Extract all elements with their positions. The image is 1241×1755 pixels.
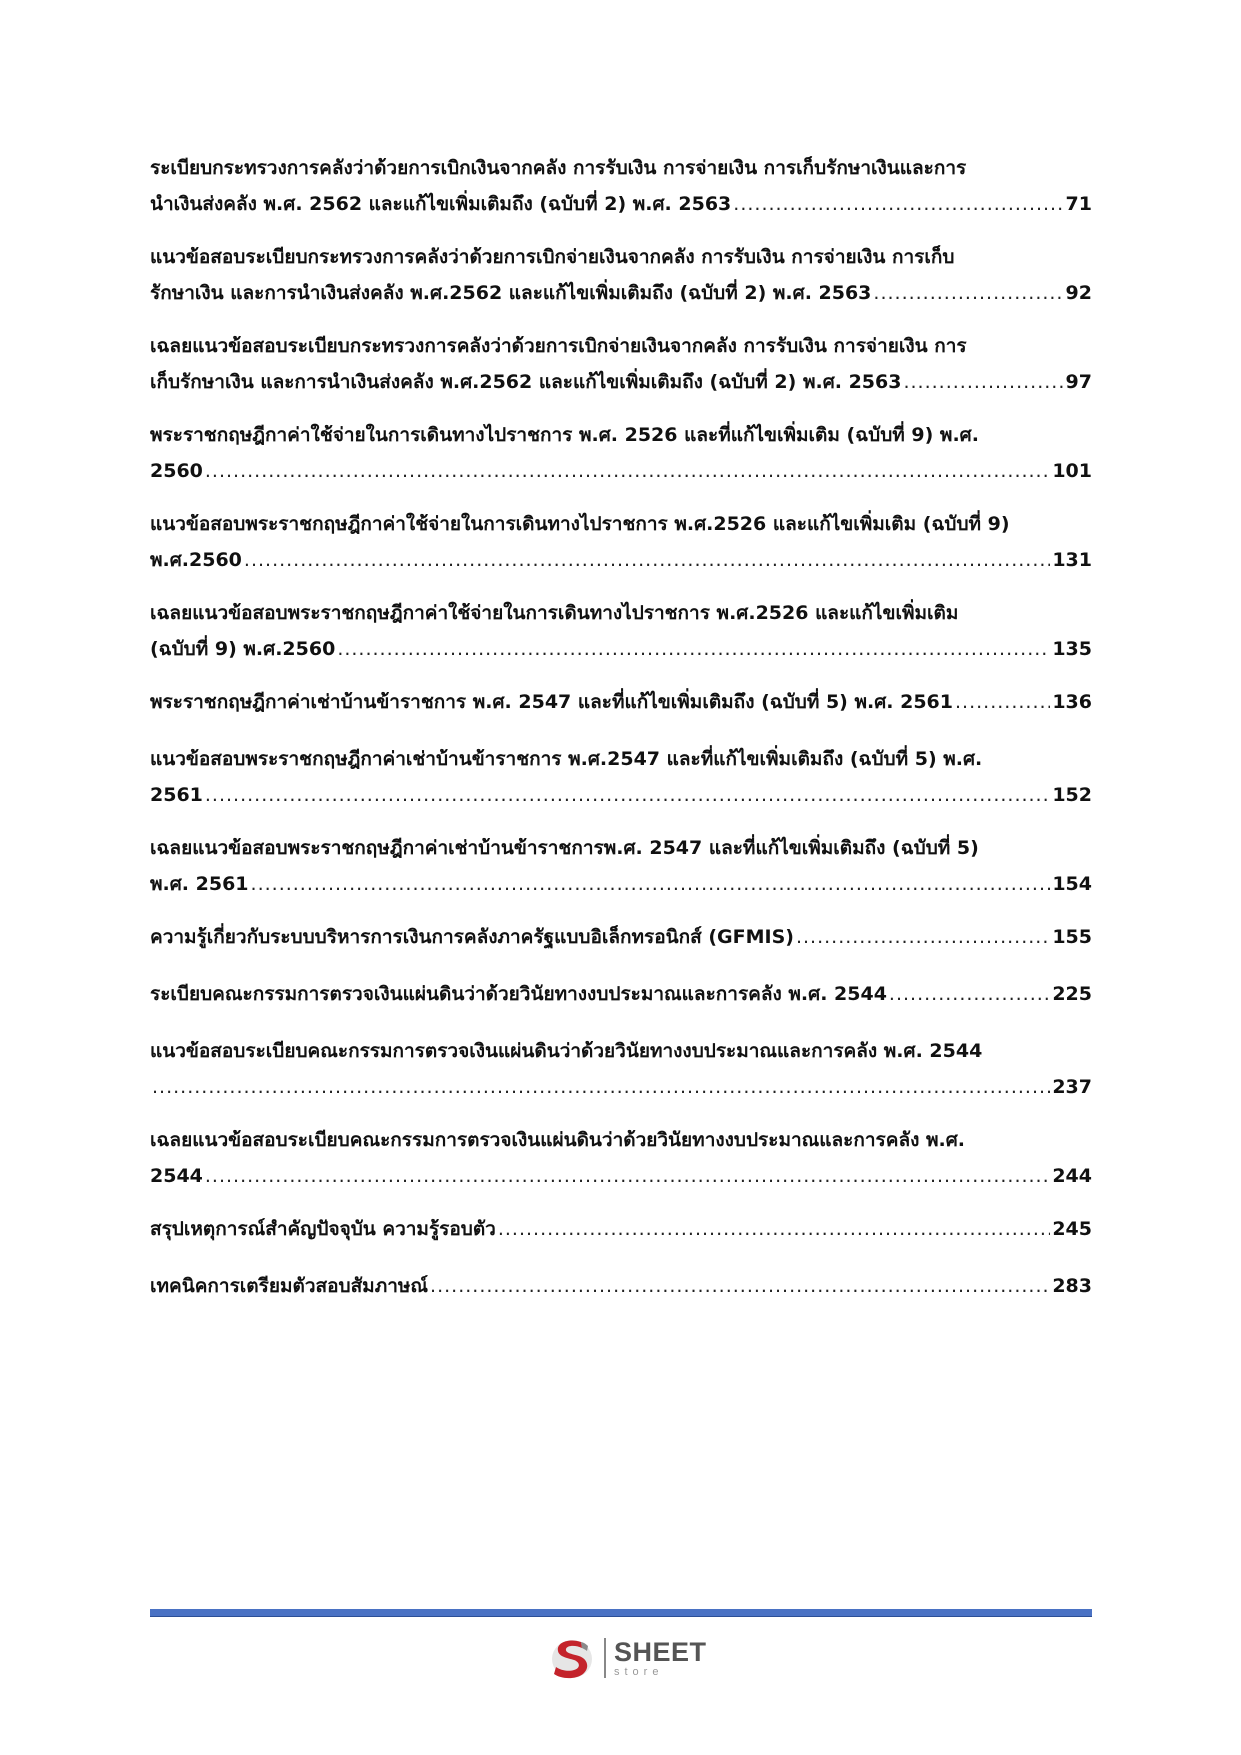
toc-entry-title-line: แนวข้อสอบพระราชกฤษฎีกาค่าใช้จ่ายในการเดินทางไปราชการ พ.ศ.2526 และแก้ไขเพิ่มเติม (ฉบับที่ 9) (150, 513, 1010, 535)
toc-entry-leader-line (150, 542, 1092, 578)
dot-leader (337, 631, 1050, 667)
logo-divider (604, 1638, 606, 1678)
toc-entry-title-line: เฉลยแนวข้อสอบระเบียบกระทรวงการคลังว่าด้วยการเบิกจ่ายเงินจากคลัง การรับเงิน การจ่ายเงิน การ (150, 335, 967, 357)
toc-entry-title-end: 2544 (150, 1165, 203, 1187)
toc-entry-title-line: เฉลยแนวข้อสอบพระราชกฤษฎีกาค่าใช้จ่ายในการเดินทางไปราชการ พ.ศ.2526 และแก้ไขเพิ่มเติม (150, 602, 959, 624)
dot-leader (244, 542, 1050, 578)
dot-leader (205, 1158, 1050, 1194)
toc-page-number: 92 (1065, 282, 1092, 304)
toc-entry-leader-line (150, 1158, 1092, 1194)
toc-entry-leader-line (150, 453, 1092, 489)
toc-entry-title-end: 2561 (150, 784, 203, 806)
dot-leader (205, 453, 1050, 489)
toc-entry[interactable] (150, 1211, 1092, 1247)
toc-entry[interactable] (150, 239, 1092, 311)
toc-entry-leader-line (150, 777, 1092, 813)
toc-entry-title-line: ระเบียบกระทรวงการคลังว่าด้วยการเบิกเงินจากคลัง การรับเงิน การจ่ายเงิน การเก็บรักษาเงินและการ (150, 157, 967, 179)
toc-entry[interactable] (150, 328, 1092, 400)
toc-page-number: 225 (1052, 983, 1092, 1005)
toc-page-number: 155 (1052, 926, 1092, 948)
toc-entry-leader-line (150, 919, 1092, 955)
toc-page-number: 237 (1052, 1076, 1092, 1098)
toc-entry-leader-line (150, 364, 1092, 400)
toc-entry[interactable] (150, 1033, 1092, 1105)
toc-entry[interactable] (150, 1268, 1092, 1304)
toc-entry-title-line: เฉลยแนวข้อสอบระเบียบคณะกรรมการตรวจเงินแผ่นดินว่าด้วยวินัยทางงบประมาณและการคลัง พ.ศ. (150, 1129, 966, 1151)
dot-leader (889, 976, 1050, 1012)
toc-entry[interactable] (150, 741, 1092, 813)
toc-entry-leader-line (150, 1211, 1092, 1247)
toc-entry[interactable] (150, 919, 1092, 955)
dot-leader (430, 1268, 1050, 1304)
toc-page-number: 71 (1065, 193, 1092, 215)
toc-entry-title-end: สรุปเหตุการณ์สำคัญปัจจุบัน ความรู้รอบตัว (150, 1218, 496, 1240)
toc-entry-title-end: เก็บรักษาเงิน และการนำเงินส่งคลัง พ.ศ.2562 และแก้ไขเพิ่มเติมถึง (ฉบับที่ 2) พ.ศ. 2563 (150, 371, 902, 393)
dot-leader (873, 275, 1063, 311)
dot-leader (903, 364, 1063, 400)
toc-page-number: 131 (1052, 549, 1092, 571)
dot-leader (205, 777, 1050, 813)
toc-entry-title-line: แนวข้อสอบระเบียบคณะกรรมการตรวจเงินแผ่นดินว่าด้วยวินัยทางงบประมาณและการคลัง พ.ศ. 2544 (150, 1040, 983, 1062)
toc-entry-title-line: พระราชกฤษฎีกาค่าใช้จ่ายในการเดินทางไปราชการ พ.ศ. 2526 และที่แก้ไขเพิ่มเติม (ฉบับที่ 9) พ.ศ. (150, 424, 979, 446)
sheet-store-logo (548, 1630, 718, 1686)
toc-page-number: 97 (1065, 371, 1092, 393)
toc-entry-title-line: เฉลยแนวข้อสอบพระราชกฤษฎีกาค่าเช่าบ้านข้าราชการพ.ศ. 2547 และที่แก้ไขเพิ่มเติมถึง (ฉบับที่ 5) (150, 837, 979, 859)
toc-entry-title-end: รักษาเงิน และการนำเงินส่งคลัง พ.ศ.2562 และแก้ไขเพิ่มเติมถึง (ฉบับที่ 2) พ.ศ. 2563 (150, 282, 872, 304)
toc-page-number: 136 (1052, 691, 1092, 713)
toc-entry-leader-line (150, 275, 1092, 311)
toc-entry-title-end: ความรู้เกี่ยวกับระบบบริหารการเงินการคลังภาครัฐแบบอิเล็กทรอนิกส์ (GFMIS) (150, 926, 794, 948)
toc-page-number: 283 (1052, 1275, 1092, 1297)
brand-text (614, 1636, 707, 1678)
toc-entry-title-end: 2560 (150, 460, 203, 482)
toc-entry-title-end: พระราชกฤษฎีกาค่าเช่าบ้านข้าราชการ พ.ศ. 2547 และที่แก้ไขเพิ่มเติมถึง (ฉบับที่ 5) พ.ศ. 2561 (150, 691, 954, 713)
toc-entry[interactable] (150, 150, 1092, 222)
toc-page-number: 154 (1052, 873, 1092, 895)
toc-entry-leader-line (150, 866, 1092, 902)
toc-entry[interactable] (150, 595, 1092, 667)
toc-entry[interactable] (150, 1122, 1092, 1194)
footer-rule (150, 1609, 1092, 1617)
toc-entry-title-end: นำเงินส่งคลัง พ.ศ. 2562 และแก้ไขเพิ่มเติมถึง (ฉบับที่ 2) พ.ศ. 2563 (150, 193, 732, 215)
dot-leader (796, 919, 1050, 955)
toc-entry-leader-line (150, 631, 1092, 667)
toc-entry-leader-line (150, 186, 1092, 222)
toc-entry[interactable] (150, 976, 1092, 1012)
brand-subtitle: store (614, 1665, 664, 1678)
toc-page-number: 101 (1052, 460, 1092, 482)
dot-leader (733, 186, 1063, 222)
toc-entry-title-end: (ฉบับที่ 9) พ.ศ.2560 (150, 638, 336, 660)
dot-leader (498, 1211, 1050, 1247)
toc-page-number: 152 (1052, 784, 1092, 806)
toc-page-number: 245 (1052, 1218, 1092, 1240)
toc-entry-leader-line (150, 976, 1092, 1012)
toc-page-number: 135 (1052, 638, 1092, 660)
toc-entry[interactable] (150, 506, 1092, 578)
toc-entry-title-end: ระเบียบคณะกรรมการตรวจเงินแผ่นดินว่าด้วยวินัยทางงบประมาณและการคลัง พ.ศ. 2544 (150, 983, 887, 1005)
dot-leader (152, 1069, 1050, 1105)
table-of-contents (150, 150, 1092, 1325)
toc-entry-leader-line (150, 1069, 1092, 1105)
toc-entry[interactable] (150, 417, 1092, 489)
dot-leader (251, 866, 1051, 902)
toc-entry-title-end: พ.ศ.2560 (150, 549, 242, 571)
toc-entry-leader-line (150, 684, 1092, 720)
dot-leader (955, 684, 1050, 720)
toc-entry-title-line: แนวข้อสอบระเบียบกระทรวงการคลังว่าด้วยการเบิกจ่ายเงินจากคลัง การรับเงิน การจ่ายเงิน การเก็บ (150, 246, 955, 268)
brand-name: SHEET (614, 1636, 707, 1667)
toc-entry[interactable] (150, 684, 1092, 720)
toc-page-number: 244 (1052, 1165, 1092, 1187)
sheet-store-s-icon (548, 1632, 600, 1684)
toc-entry-title-end: พ.ศ. 2561 (150, 873, 249, 895)
toc-entry[interactable] (150, 830, 1092, 902)
toc-entry-leader-line (150, 1268, 1092, 1304)
toc-entry-title-line: แนวข้อสอบพระราชกฤษฎีกาค่าเช่าบ้านข้าราชการ พ.ศ.2547 และที่แก้ไขเพิ่มเติมถึง (ฉบับที่ 5) พ.ศ. (150, 748, 983, 770)
toc-entry-title-end: เทคนิคการเตรียมตัวสอบสัมภาษณ์ (150, 1275, 429, 1297)
